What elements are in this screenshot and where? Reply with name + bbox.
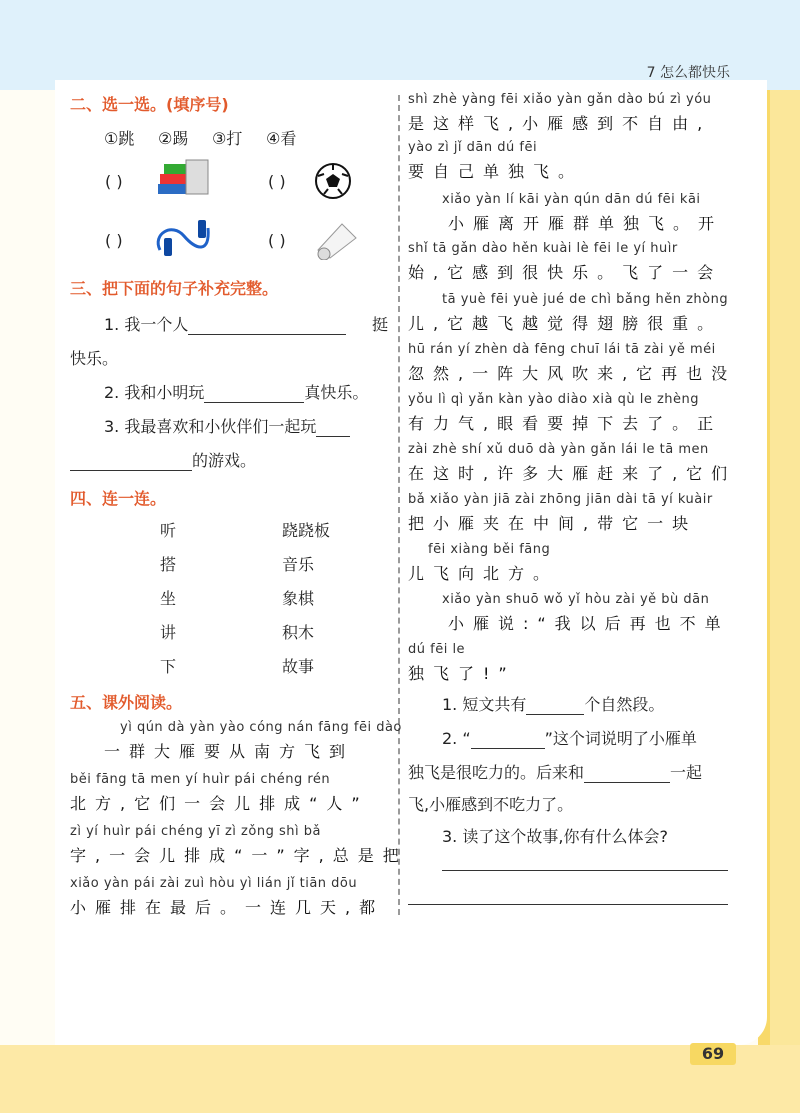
- reading-q1-start: 1. 短文共有: [442, 695, 527, 714]
- reading-q1: [442, 692, 664, 715]
- pinyin-line: fēi xiàng běi fāng: [428, 542, 551, 557]
- reading-q2-end: 飞,小雁感到不吃力了。: [408, 795, 574, 814]
- answer-paren-shuttlecock[interactable]: ( ): [268, 231, 286, 250]
- pinyin-line: bǎ xiǎo yàn jiā zài zhōng jiān dài tā yí kuàir: [408, 492, 713, 507]
- sentence-1-start: 1. 我一个人: [104, 315, 189, 334]
- bottom-background: [0, 1045, 800, 1113]
- option-2: ②踢: [158, 129, 189, 148]
- match-right-2[interactable]: 音乐: [282, 555, 315, 574]
- section-4-title: 四、连一连。: [70, 489, 167, 508]
- sentence-2: [104, 380, 368, 403]
- sentence-3-blank-a[interactable]: [316, 436, 350, 437]
- pinyin-line: xiǎo yàn pái zài zuì hòu yì lián jǐ tiān dōu: [70, 876, 358, 891]
- section-5-title: 五、课外阅读。: [70, 693, 183, 712]
- sentence-3: [104, 414, 350, 437]
- section-3-title: 三、把下面的句子补充完整。: [70, 279, 279, 298]
- reading-line: 独飞了!”: [408, 664, 516, 683]
- answer-line-2[interactable]: [408, 904, 728, 905]
- pinyin-line: xiǎo yàn shuō wǒ yǐ hòu zài yě bù dān: [442, 592, 710, 607]
- reading-q3: 3. 读了这个故事,你有什么体会?: [442, 827, 668, 846]
- pinyin-line: yì qún dà yàn yào cóng nán fāng fēi dào: [120, 720, 402, 735]
- match-left-3[interactable]: 坐: [160, 589, 177, 608]
- reading-line: 是这样飞,小雁感到不自由,: [408, 114, 712, 133]
- answer-paren-rope[interactable]: ( ): [105, 231, 123, 250]
- answer-paren-books[interactable]: ( ): [105, 172, 123, 191]
- option-3: ③打: [212, 129, 243, 148]
- reading-line: 一群大雁要从南方飞到: [104, 742, 355, 761]
- pinyin-line: yǒu lì qì yǎn kàn yào diào xià qù le zhèng: [408, 392, 700, 407]
- pinyin-line: běi fāng tā men yí huìr pái chéng rén: [70, 772, 331, 787]
- pinyin-line: hū rán yí zhèn dà fēng chuī lái tā zài yě méi: [408, 342, 716, 357]
- pinyin-line: yào zì jǐ dān dú fēi: [408, 140, 538, 155]
- pinyin-line: shǐ tā gǎn dào hěn kuài lè fēi le yí huìr: [408, 241, 678, 256]
- column-divider: [398, 95, 400, 915]
- answer-paren-soccer[interactable]: ( ): [268, 172, 286, 191]
- sentence-3-cont: [70, 448, 256, 471]
- pinyin-line: xiǎo yàn lí kāi yàn qún dān dú fēi kāi: [442, 192, 701, 207]
- reading-q1-end: 个自然段。: [584, 695, 665, 714]
- shuttlecock-icon: [312, 218, 360, 260]
- pinyin-line: tā yuè fēi yuè jué de chì bǎng hěn zhòng: [442, 292, 729, 307]
- chapter-header: 7 怎么都快乐: [646, 65, 730, 81]
- match-right-5[interactable]: 故事: [282, 657, 315, 676]
- page-number: 69: [690, 1043, 736, 1065]
- reading-q2-mid: ”这个词说明了小雁单: [544, 729, 697, 748]
- jump-rope-icon: [152, 214, 216, 258]
- reading-q2-blank-b[interactable]: [584, 782, 670, 783]
- reading-line: 把小雁夹在中间,带它一块: [408, 514, 698, 533]
- reading-line: 始,它感到很快乐。飞了一会: [408, 263, 723, 282]
- sentence-1-end: 挺: [372, 315, 389, 334]
- pinyin-line: dú fēi le: [408, 642, 466, 657]
- reading-line: 儿,它越飞越觉得翅膀很重。: [408, 314, 723, 333]
- section-2-title: 二、选一选。(填序号): [70, 95, 229, 114]
- sentence-2-start: 2. 我和小明玩: [104, 383, 205, 402]
- sentence-1-cont: 快乐。: [70, 349, 119, 368]
- reading-line: 小雁说:“我以后再也不单: [448, 614, 730, 633]
- option-4: ④看: [266, 129, 297, 148]
- pinyin-line: zài zhè shí xǔ duō dà yàn gǎn lái le tā men: [408, 442, 709, 457]
- match-left-4[interactable]: 讲: [160, 623, 177, 642]
- sentence-1: [104, 312, 346, 335]
- pinyin-line: shì zhè yàng fēi xiǎo yàn gǎn dào bú zì yóu: [408, 92, 712, 107]
- reading-q2-part4: 一起: [670, 763, 703, 782]
- reading-q1-blank[interactable]: [526, 714, 584, 715]
- sentence-1-blank[interactable]: [188, 334, 346, 335]
- pinyin-line: zì yí huìr pái chéng yī zì zǒng shì bǎ: [70, 824, 321, 839]
- reading-line: 要自己单独飞。: [408, 162, 584, 181]
- reading-q2-part3: 独飞是很吃力的。后来和: [408, 763, 585, 782]
- sentence-3-end: 的游戏。: [192, 451, 257, 470]
- match-left-1[interactable]: 听: [160, 521, 177, 540]
- books-icon: [156, 158, 214, 198]
- sentence-3-start: 3. 我最喜欢和小伙伴们一起玩: [104, 417, 317, 436]
- reading-q2-start: 2. “: [442, 729, 471, 748]
- soccer-ball-icon: [314, 162, 352, 200]
- match-right-4[interactable]: 积木: [282, 623, 315, 642]
- reading-q2-cont: [408, 760, 702, 783]
- reading-line: 小雁离开雁群单独飞。开: [448, 214, 724, 233]
- sentence-2-blank[interactable]: [204, 402, 304, 403]
- reading-q2: [442, 726, 697, 749]
- reading-line: 字,一会儿排成“一”字,总是把: [70, 846, 408, 865]
- reading-line: 北方,它们一会儿排成“人”: [70, 794, 369, 813]
- match-right-3[interactable]: 象棋: [282, 589, 315, 608]
- match-left-2[interactable]: 搭: [160, 555, 177, 574]
- reading-q2-blank-a[interactable]: [471, 748, 545, 749]
- reading-line: 儿飞向北方。: [408, 564, 559, 583]
- match-left-5[interactable]: 下: [160, 657, 177, 676]
- option-1: ①跳: [104, 129, 135, 148]
- reading-line: 有力气,眼看要掉下去了。正: [408, 414, 723, 433]
- answer-line-1[interactable]: [442, 870, 728, 871]
- match-right-1[interactable]: 跷跷板: [282, 521, 331, 540]
- sentence-3-blank-b[interactable]: [70, 470, 192, 471]
- sentence-2-end: 真快乐。: [304, 383, 369, 402]
- reading-line: 小雁排在最后。一连几天,都: [70, 898, 385, 917]
- reading-line: 在这时,许多大雁赶来了,它们: [408, 464, 737, 483]
- reading-line: 忽然,一阵大风吹来,它再也没: [408, 364, 737, 383]
